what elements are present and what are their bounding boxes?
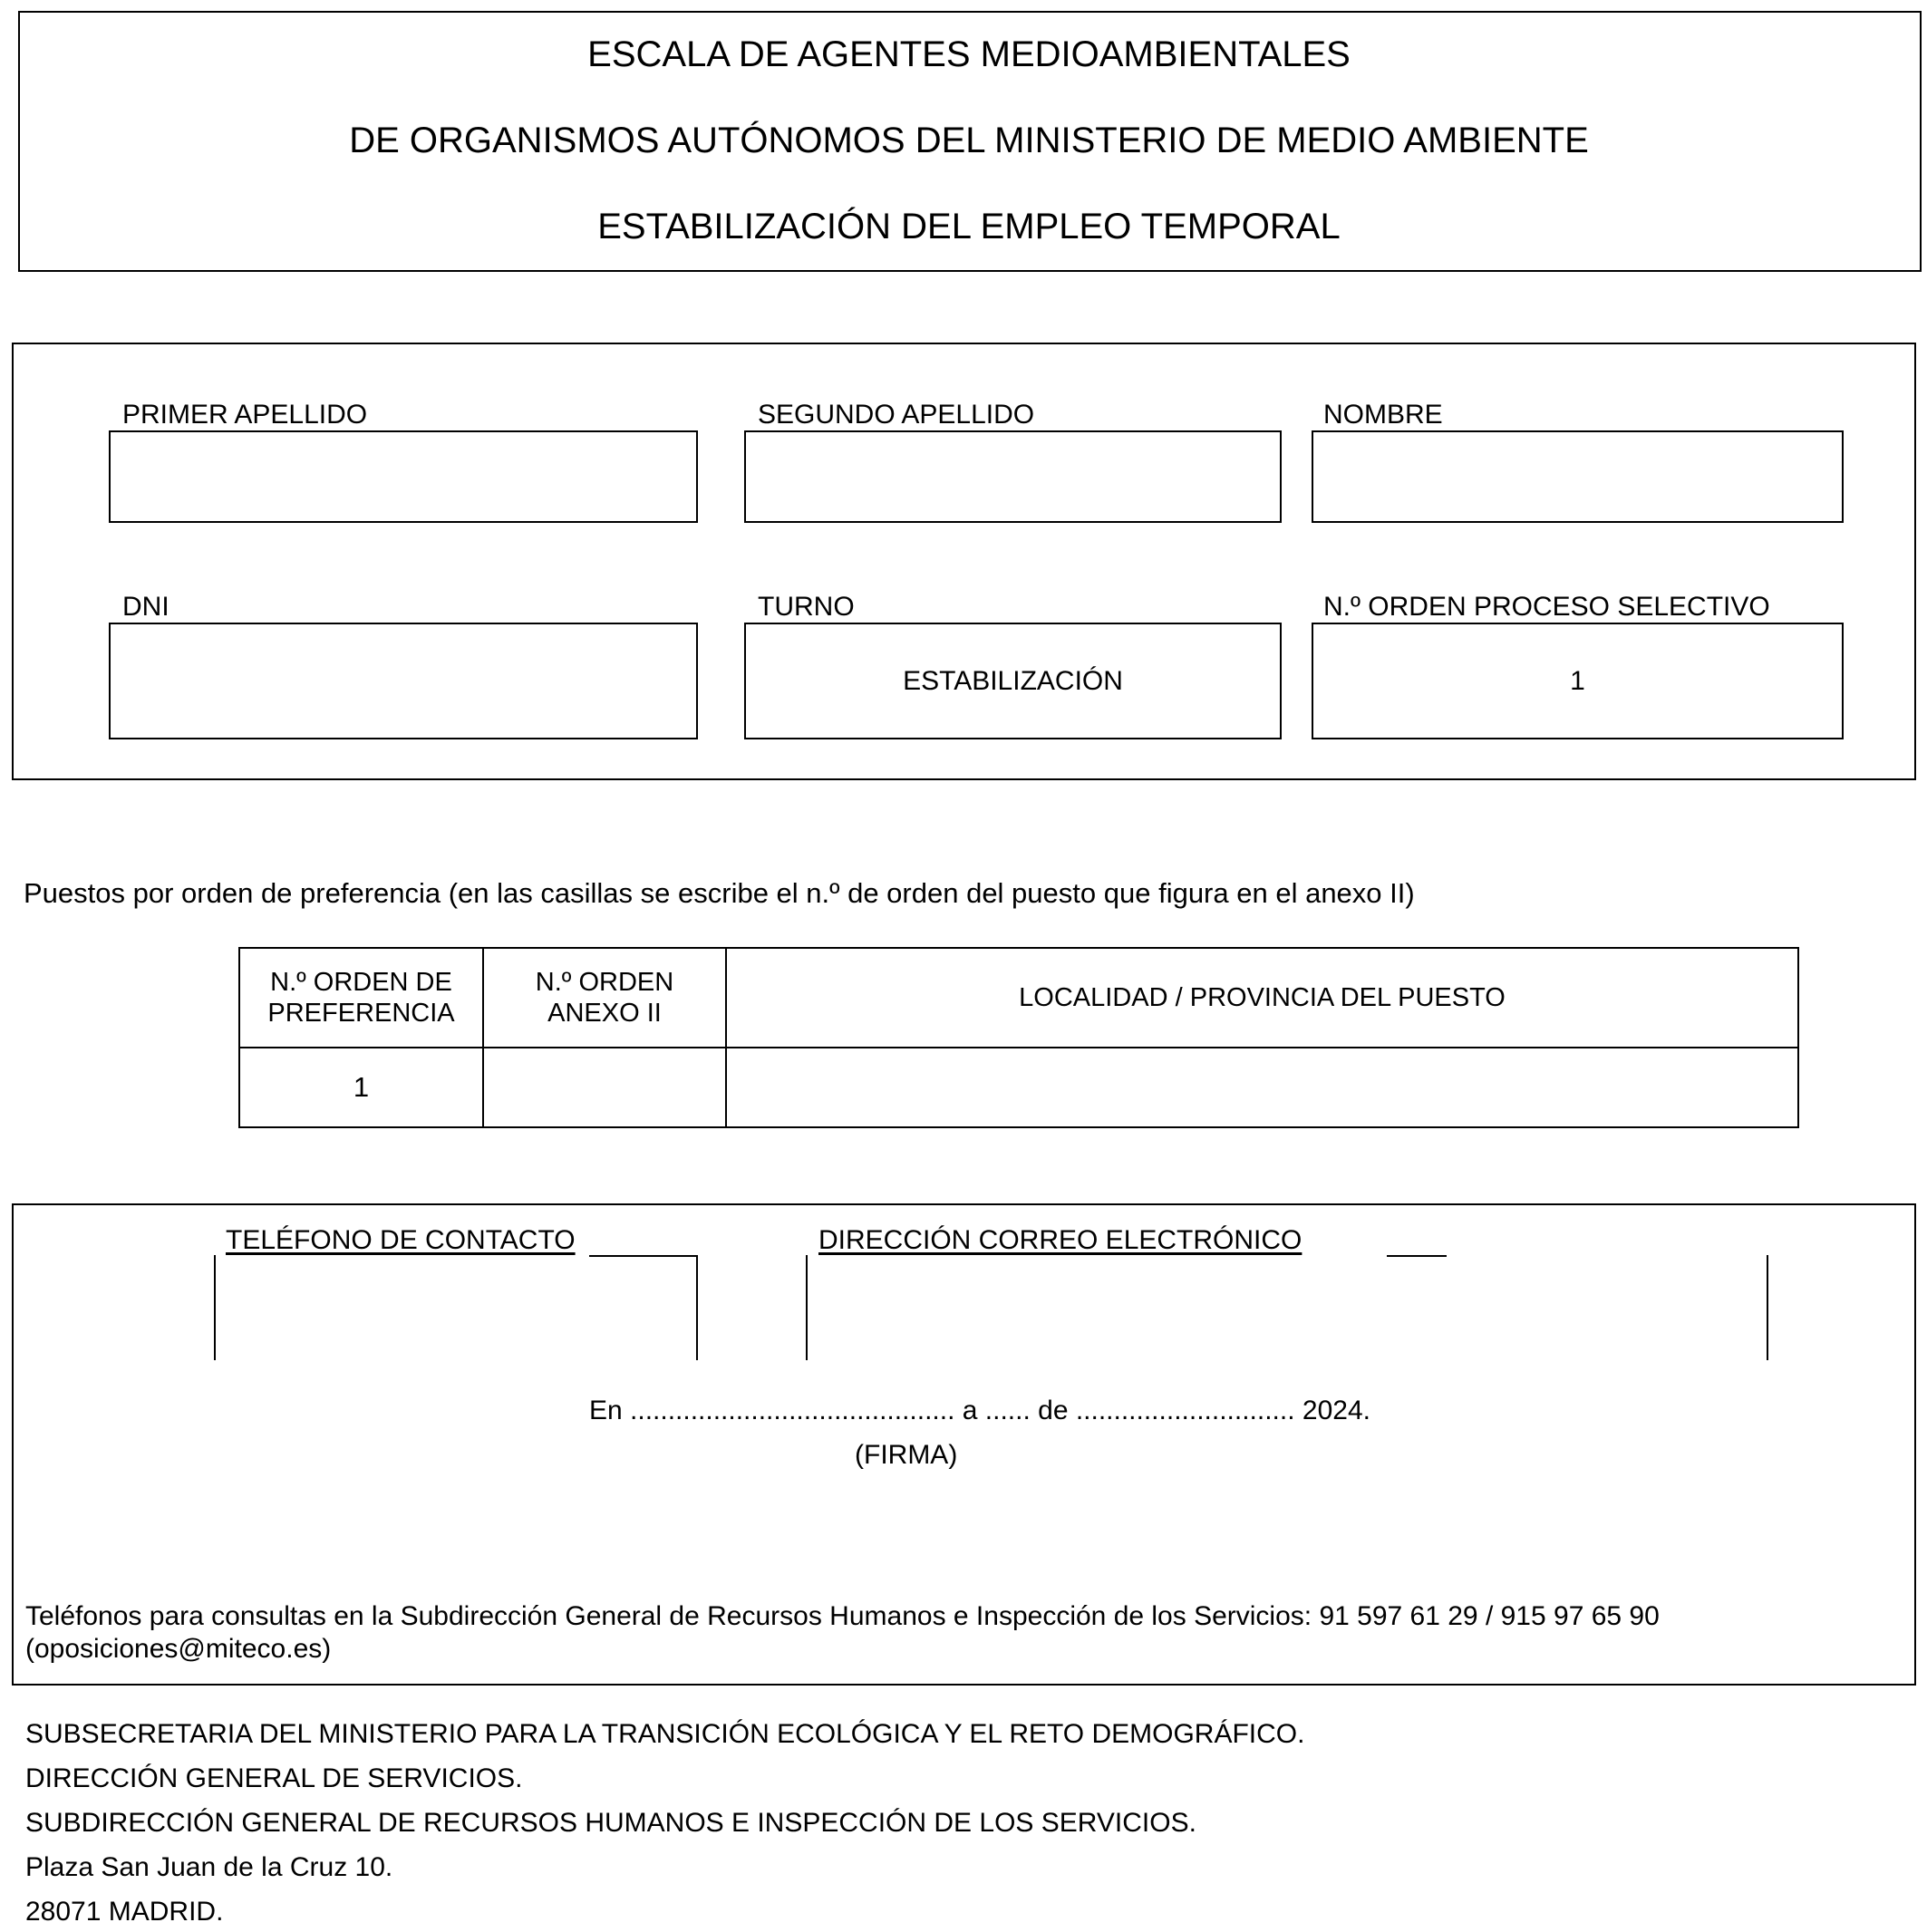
firma-label: (FIRMA) <box>855 1440 958 1470</box>
dni-field[interactable] <box>109 623 698 739</box>
consultas-email: (oposiciones@miteco.es) <box>25 1634 332 1664</box>
address-line3: SUBDIRECCIÓN GENERAL DE RECURSOS HUMANOS E INSPECCIÓN DE LOS SERVICIOS. <box>25 1808 1196 1838</box>
orden-proceso-field[interactable] <box>1312 623 1844 739</box>
address-line5: 28071 MADRID. <box>25 1897 224 1927</box>
dni-label: DNI <box>122 592 169 622</box>
anexo-cell[interactable] <box>483 1048 726 1127</box>
preferencia-cell: 1 <box>239 1048 483 1127</box>
place-date-line: En ........................................... a ...... de ............................. 2024. <box>589 1396 1370 1425</box>
segundo-apellido-field[interactable] <box>744 430 1282 523</box>
turno-field[interactable] <box>744 623 1282 739</box>
email-label: DIRECCIÓN CORREO ELECTRÓNICO <box>818 1225 1302 1255</box>
nombre-field[interactable] <box>1312 430 1844 523</box>
primer-apellido-field[interactable] <box>109 430 698 523</box>
address-line1: SUBSECRETARIA DEL MINISTERIO PARA LA TRANSICIÓN ECOLÓGICA Y EL RETO DEMOGRÁFICO. <box>25 1719 1305 1749</box>
telefono-field[interactable] <box>214 1255 698 1360</box>
header-title-line1: ESCALA DE AGENTES MEDIOAMBIENTALES <box>587 34 1351 74</box>
nombre-label: NOMBRE <box>1323 400 1443 430</box>
col-localidad-header: LOCALIDAD / PROVINCIA DEL PUESTO <box>726 948 1798 1048</box>
email-field[interactable] <box>806 1255 1768 1360</box>
col-orden-anexo-header <box>483 948 726 1048</box>
turno-label: TURNO <box>758 592 855 622</box>
segundo-apellido-label: SEGUNDO APELLIDO <box>758 400 1035 430</box>
preferences-header-row <box>239 948 1798 1048</box>
header-title-line3: ESTABILIZACIÓN DEL EMPLEO TEMPORAL <box>597 207 1341 246</box>
primer-apellido-label: PRIMER APELLIDO <box>122 400 368 430</box>
preferences-intro: Puestos por orden de preferencia (en las casillas se escribe el n.º de orden del puesto que figura en el anexo II) <box>24 877 1415 909</box>
turno-value: ESTABILIZACIÓN <box>903 665 1123 696</box>
address-line4: Plaza San Juan de la Cruz 10. <box>25 1852 393 1882</box>
col-orden-preferencia-line1: N.º ORDEN DE <box>270 968 452 997</box>
table-row <box>239 1048 1798 1127</box>
col-orden-preferencia-header <box>239 948 483 1048</box>
consultas-line1: Teléfonos para consultas en la Subdirección General de Recursos Humanos e Inspección de los Servicios: 91 597 61 29 / 915 97 65 90 <box>25 1601 1660 1631</box>
preferences-table <box>238 947 1799 1128</box>
orden-proceso-value: 1 <box>1570 665 1585 696</box>
localidad-cell[interactable] <box>726 1048 1798 1127</box>
address-line2: DIRECCIÓN GENERAL DE SERVICIOS. <box>25 1763 523 1793</box>
col-orden-anexo-line1: N.º ORDEN <box>535 968 674 997</box>
col-orden-anexo-line2: ANEXO II <box>547 999 662 1028</box>
col-orden-preferencia-line2: PREFERENCIA <box>267 999 455 1028</box>
header-title-line2: DE ORGANISMOS AUTÓNOMOS DEL MINISTERIO DE MEDIO AMBIENTE <box>349 121 1589 160</box>
telefono-label: TELÉFONO DE CONTACTO <box>226 1225 576 1255</box>
orden-proceso-label: N.º ORDEN PROCESO SELECTIVO <box>1323 592 1770 622</box>
